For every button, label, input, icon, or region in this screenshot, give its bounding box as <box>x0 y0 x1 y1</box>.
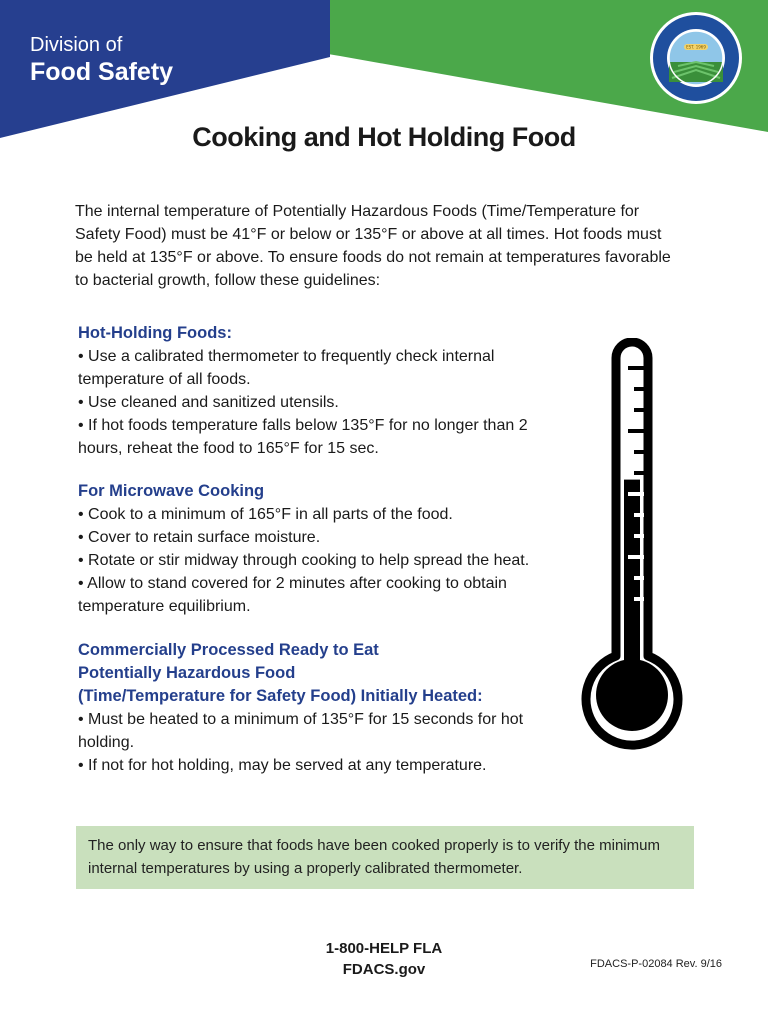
bullet-item: • Cover to retain surface moisture. <box>78 529 321 546</box>
section-heading-line: Commercially Processed Ready to Eat <box>78 641 379 659</box>
bullet-item: • Allow to stand covered for 2 minutes after cooking to obtain temperature equilibrium. <box>78 575 507 615</box>
page-title: Cooking and Hot Holding Food <box>192 122 576 152</box>
division-line-2: Food Safety <box>30 58 174 86</box>
section-microwave-cooking <box>78 480 538 618</box>
seal-est-text: EST. 1969 <box>686 44 706 50</box>
bullet-item: • Cook to a minimum of 165°F in all parts of the food. <box>78 506 453 523</box>
website-link[interactable]: FDACS.gov <box>342 961 426 978</box>
info-note: The only way to ensure that foods have been cooked properly is to verify the minimum internal temperatures by using a properly calibrated thermometer. <box>76 826 694 889</box>
section-heading: For Microwave Cooking <box>78 482 265 500</box>
division-logo <box>30 33 173 87</box>
bullet-item: • If not for hot holding, may be served at any temperature. <box>78 757 487 774</box>
section-heading-line: (Time/Temperature for Safety Food) Initially Heated: <box>78 687 483 705</box>
phone-number: 1-800-HELP FLA <box>325 940 443 957</box>
form-id: FDACS-P-02084 Rev. 9/16 <box>590 958 722 970</box>
division-line-1: Division of <box>30 34 123 56</box>
section-heading: Hot-Holding Foods: <box>78 324 232 342</box>
bullet-item: • Use a calibrated thermometer to frequently check internal temperature of all foods. <box>78 348 495 388</box>
bullet-item: • If hot foods temperature falls below 135°F for no longer than 2 hours, reheat the food to 165°F for 15 sec. <box>78 417 528 457</box>
section-heading-line: Potentially Hazardous Food <box>78 664 296 682</box>
bullet-item: • Use cleaned and sanitized utensils. <box>78 394 339 411</box>
bullet-item: • Must be heated to a minimum of 135°F for 15 seconds for hot holding. <box>78 711 524 751</box>
bullet-item: • Rotate or stir midway through cooking to help spread the heat. <box>78 552 530 569</box>
fdacs-seal <box>648 10 744 106</box>
section-commercially-processed <box>78 639 538 777</box>
intro-paragraph: The internal temperature of Potentially Hazardous Foods (Time/Temperature for Safety Food) must be 41°F or below or 135°F or above at all times. Hot foods must be held at 135°F or above. To ensure foods do not remain at temperatures favorable to bacterial growth, follow these guidelines: <box>75 203 671 289</box>
section-hot-holding <box>78 322 538 460</box>
thermometer-icon <box>578 338 686 763</box>
